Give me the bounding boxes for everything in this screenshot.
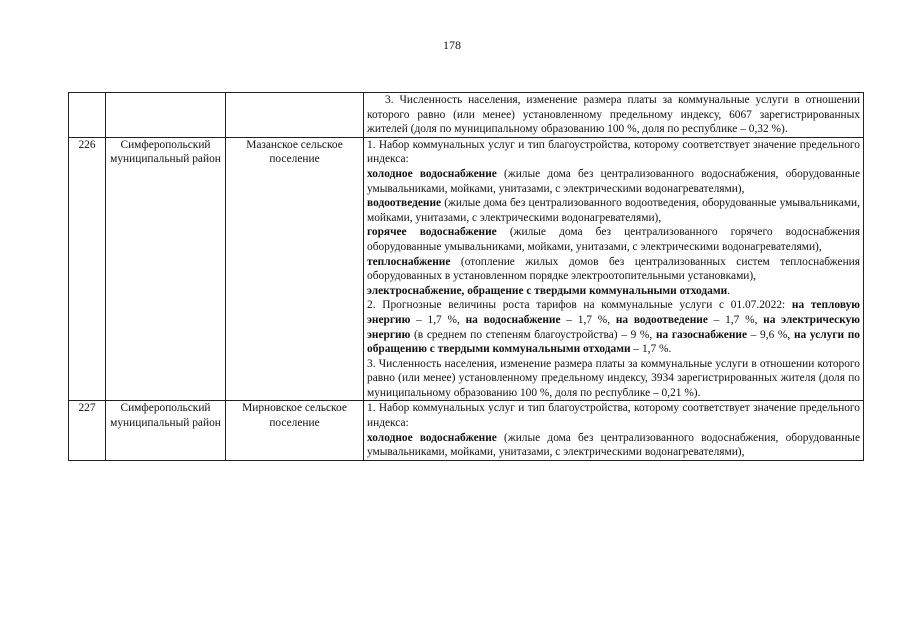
row-number-cell	[69, 93, 106, 138]
description-paragraph	[367, 284, 860, 299]
bold-text: на водоотведение	[615, 313, 708, 326]
description-paragraph	[367, 357, 860, 401]
bold-text: теплоснабжение	[367, 255, 451, 268]
text: .	[727, 284, 731, 297]
text: – 9,6 %,	[747, 328, 794, 341]
bold-text: холодное водоснабжение	[367, 431, 497, 444]
text: – 1,7 %.	[630, 343, 672, 356]
bold-text: на услуги по обращению с твердыми коммунальными отходами	[367, 328, 860, 356]
text: 1. Набор коммунальных услуг и тип благоустройства, которому соответствует значение предельного индекса:	[367, 138, 860, 166]
description-paragraph	[367, 401, 860, 430]
tariff-table	[68, 92, 864, 461]
district-cell: Симферопольский муниципальный район	[106, 137, 226, 401]
table-row	[69, 93, 864, 138]
district-cell	[106, 93, 226, 138]
text: (в среднем по степеням благоустройства) – 9 %,	[410, 328, 656, 341]
settlement-cell	[226, 93, 364, 138]
text: – 1,7 %,	[560, 313, 616, 326]
table-row	[69, 137, 864, 401]
text: 2. Прогнозные величины роста тарифов на коммунальные услуги с 01.07.2022:	[367, 299, 792, 312]
settlement-cell: Мазанское сельское поселение	[226, 137, 364, 401]
table-body	[69, 93, 864, 461]
bold-text: на тепловую энергию	[367, 299, 860, 326]
row-number-cell: 227	[69, 401, 106, 460]
bold-text: водоотведение	[367, 197, 442, 210]
description-cell	[364, 401, 864, 460]
bold-text: холодное водоснабжение	[367, 167, 497, 180]
bold-text: электроснабжение, обращение с твердыми коммунальными отходами	[367, 284, 728, 297]
page-number: 178	[443, 38, 461, 52]
description-paragraph	[367, 431, 860, 460]
bold-text: на газоснабжение	[655, 328, 748, 341]
bold-text: горячее водоснабжение	[367, 226, 497, 239]
description-paragraph	[367, 138, 860, 167]
text: (жилые дома без централизованного горячего водоснабжения оборудованные умывальниками, мойками, унитазами, с электрическими водонагревателями),	[367, 226, 861, 253]
district-cell: Симферопольский муниципальный район	[106, 401, 226, 460]
text: – 1,7 %,	[410, 313, 466, 326]
bold-text: на водоснабжение	[465, 313, 561, 326]
text: (жилые дома без централизованного водоснабжения, оборудованные умывальниками, мойками, унитазами, с электрическими водонагревателями),	[367, 167, 860, 195]
description-cell	[364, 93, 864, 138]
description-paragraph	[367, 93, 860, 137]
description-paragraph	[367, 167, 860, 196]
text: (жилые дома без централизованного водоснабжения, оборудованные умывальниками, мойками, унитазами, с электрическими водонагревателями),	[367, 431, 860, 459]
settlement-cell: Мирновское сельское поселение	[226, 401, 364, 460]
text: (жилые дома без централизованного водоотведения, оборудованные умывальниками, мойками, унитазами, с электрическими водонагревателями),	[367, 197, 860, 224]
bold-text: на электрическую энергию	[367, 313, 861, 341]
description-paragraph	[367, 225, 860, 254]
text: – 1,7 %,	[707, 313, 764, 326]
text: (отопление жилых домов без централизованных систем теплоснабжения оборудованных в установленном порядке электроотопительными установками),	[367, 255, 860, 283]
description-paragraph	[367, 255, 860, 284]
description-paragraph	[367, 298, 860, 356]
description-cell	[364, 137, 864, 401]
text: 3. Численность населения, изменение размера платы за коммунальные услуги в отношении которого равно (или менее) установленному предельному индексу, 6067 зарегистрированных жителей (доля по муниципальному образованию 100 %, доля по республике – 0,32 %).	[367, 94, 860, 136]
table-row	[69, 401, 864, 460]
description-paragraph	[367, 196, 860, 225]
row-number-cell: 226	[69, 137, 106, 401]
text: 3. Численность населения, изменение размера платы за коммунальные услуги в отношении которого равно (или менее) установленному предельному индексу, 3934 зарегистрированных жителя (доля по муниципальному образованию 100 %, доля по республике – 0,21 %).	[367, 357, 860, 399]
text: 1. Набор коммунальных услуг и тип благоустройства, которому соответствует значение предельного индекса:	[367, 402, 860, 430]
